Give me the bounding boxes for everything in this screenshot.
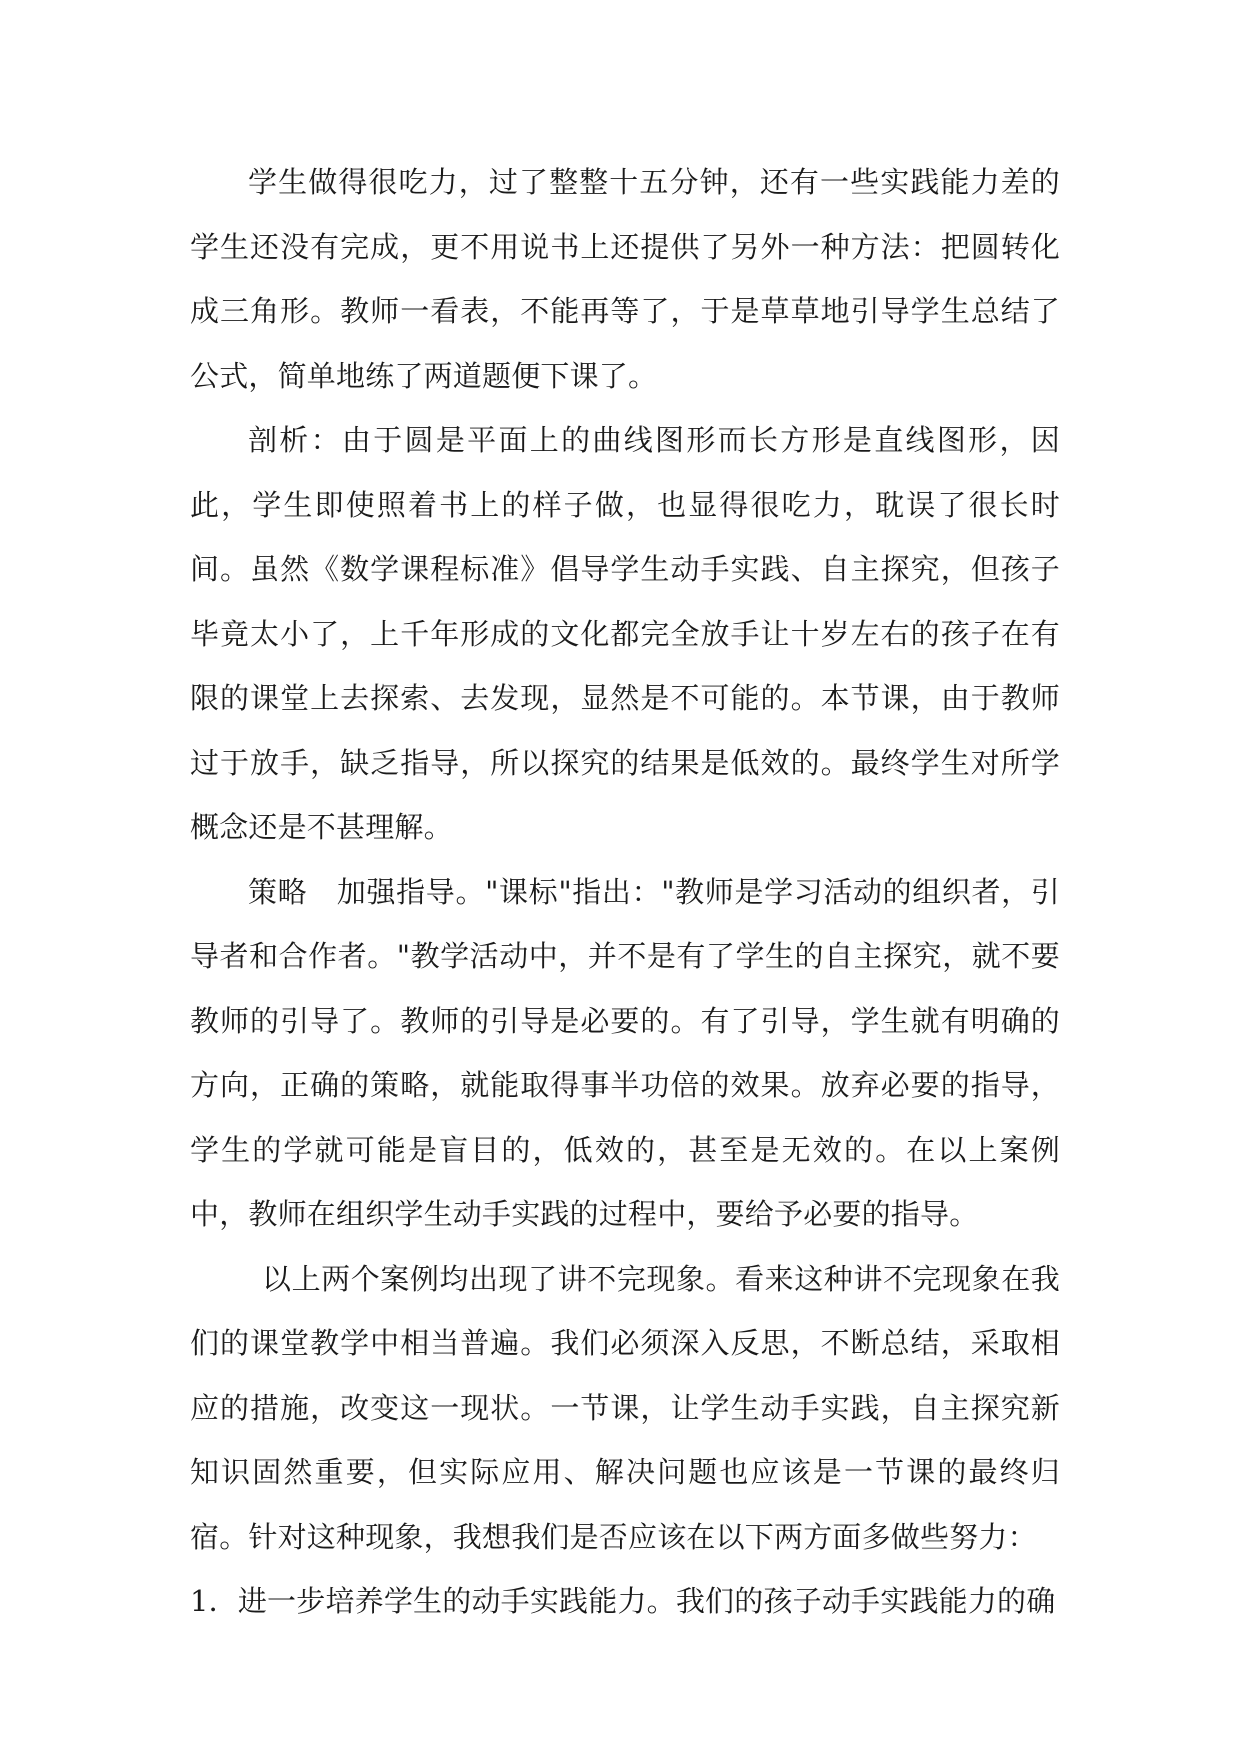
paragraph-3: 策略 加强指导。"课标"指出："教师是学习活动的组织者，引导者和合作者。"教学活动中，并不是有了学生的自主探究，就不要教师的引导了。教师的引导是必要的。有了引导，学生就有明确的方向，正确的策略，就能取得事半功倍的效果。放弃必要的指导，学生的学就可能是盲目的，低效的，甚至是无效的。在以上案例中，教师在组织学生动手实践的过程中，要给予必要的指导。 (190, 874, 1060, 1231)
paragraph-5-list-item: 1．进一步培养学生的动手实践能力。我们的孩子动手实践能力的确 (190, 1584, 1056, 1618)
paragraph-2: 剖析：由于圆是平面上的曲线图形而长方形是直线图形，因此，学生即使照着书上的样子做，也显得很吃力，耽误了很长时间。虽然《数学课程标准》倡导学生动手实践、自主探究，但孩子毕竟太小了，上千年形成的文化都完全放手让十岁左右的孩子在有限的课堂上去探索、去发现，显然是不可能的。本节课，由于教师过于放手，缺乏指导，所以探究的结果是低效的。最终学生对所学概念还是不甚理解。 (190, 423, 1060, 844)
paragraph-4: 以上两个案例均出现了讲不完现象。看来这种讲不完现象在我们的课堂教学中相当普遍。我们必须深入反思，不断总结，采取相应的措施，改变这一现状。一节课，让学生动手实践，自主探究新知识固然重要，但实际应用、解决问题也应该是一节课的最终归宿。针对这种现象，我想我们是否应该在以下两方面多做些努力： (190, 1261, 1060, 1554)
paragraph-1: 学生做得很吃力，过了整整十五分钟，还有一些实践能力差的学生还没有完成，更不用说书上还提供了另外一种方法：把圆转化成三角形。教师一看表，不能再等了，于是草草地引导学生总结了公式，简单地练了两道题便下课了。 (190, 165, 1060, 393)
body-text (190, 150, 1060, 1634)
